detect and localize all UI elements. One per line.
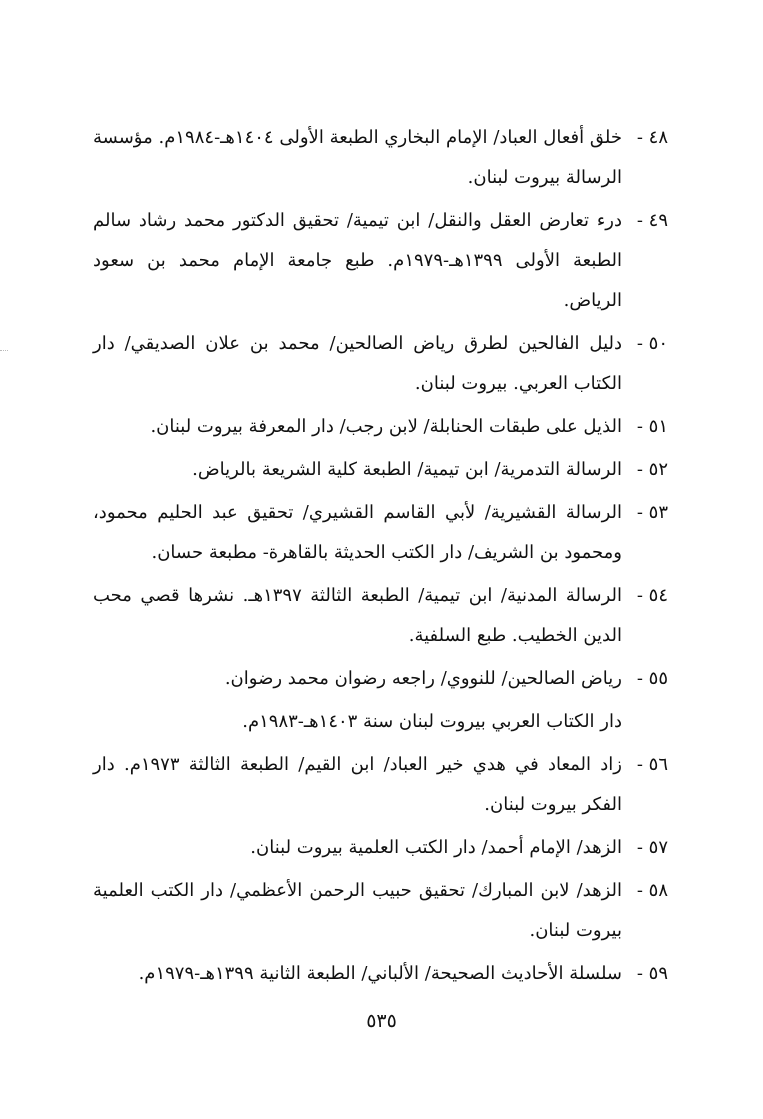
scan-edge-mark <box>0 350 8 353</box>
reference-number: ٤٨ - <box>636 127 668 148</box>
reference-text: دليل الفالحين لطرق رياض الصالحين/ محمد بن علان الصديقي/ دار الكتاب العربي. بيروت لبنان. <box>93 333 622 394</box>
reference-number: ٥٣ - <box>636 502 668 523</box>
reference-text: درء تعارض العقل والنقل/ ابن تيمية/ تحقيق الدكتور محمد رشاد سالم الطبعة الأولى ١٣٩٩هـ-١٩٧٩م. طبع جامعة الإمام محمد بن سعود الرياض. <box>93 210 622 311</box>
reference-text: الزهد/ الإمام أحمد/ دار الكتب العلمية بيروت لبنان. <box>250 837 622 858</box>
reference-number: ٥٠ - <box>636 333 668 354</box>
reference-entry-59 <box>93 954 668 994</box>
reference-entry-49 <box>93 201 668 321</box>
reference-text: رياض الصالحين/ للنووي/ راجعه رضوان محمد رضوان. <box>224 668 622 689</box>
reference-text: الزهد/ لابن المبارك/ تحقيق حبيب الرحمن الأعظمي/ دار الكتب العلمية بيروت لبنان. <box>93 880 622 941</box>
reference-entry-50 <box>93 324 668 404</box>
reference-entry-52 <box>93 450 668 490</box>
reference-text: الرسالة التدمرية/ ابن تيمية/ الطبعة كلية الشريعة بالرياض. <box>192 459 622 480</box>
reference-number: ٥٤ - <box>636 585 668 606</box>
bibliography-list <box>93 118 668 997</box>
reference-number: ٤٩ - <box>636 210 668 231</box>
reference-number: ٥٦ - <box>636 754 668 775</box>
reference-number: ٥٧ - <box>636 837 668 858</box>
reference-entry-48 <box>93 118 668 198</box>
reference-number: ٥٩ - <box>636 963 668 984</box>
reference-number: ٥٥ - <box>636 668 668 689</box>
reference-entry-56 <box>93 745 668 825</box>
reference-number: ٥٢ - <box>636 459 668 480</box>
reference-text: سلسلة الأحاديث الصحيحة/ الألباني/ الطبعة الثانية ١٣٩٩هـ-١٩٧٩م. <box>138 963 622 984</box>
reference-text: الرسالة المدنية/ ابن تيمية/ الطبعة الثالثة ١٣٩٧هـ. نشرها قصي محب الدين الخطيب. طبع السلفية. <box>93 585 623 646</box>
reference-entry-58 <box>93 871 668 951</box>
reference-number: ٥١ - <box>636 416 668 437</box>
reference-number: ٥٨ - <box>636 880 668 901</box>
reference-text: الذيل على طبقات الحنابلة/ لابن رجب/ دار المعرفة بيروت لبنان. <box>150 416 622 437</box>
reference-text: خلق أفعال العباد/ الإمام البخاري الطبعة الأولى ١٤٠٤هـ-١٩٨٤م. مؤسسة الرسالة بيروت لبنان. <box>93 127 622 188</box>
reference-entry-54 <box>93 576 668 656</box>
reference-text: زاد المعاد في هدي خير العباد/ ابن القيم/ الطبعة الثالثة ١٩٧٣م. دار الفكر بيروت لبنان. <box>93 754 622 815</box>
reference-entry-51 <box>93 407 668 447</box>
reference-text: الرسالة القشيرية/ لأبي القاسم القشيري/ تحقيق عبد الحليم محمود، ومحمود بن الشريف/ دار الكتب الحديثة بالقاهرة- مطبعة حسان. <box>93 502 622 563</box>
reference-entry-55 <box>93 659 668 699</box>
reference-entry-57 <box>93 828 668 868</box>
page-number: ٥٣٥ <box>366 1010 397 1032</box>
reference-entry-53 <box>93 493 668 573</box>
reference-continuation: دار الكتاب العربي بيروت لبنان سنة ١٤٠٣هـ-١٩٨٣م. <box>242 711 622 732</box>
